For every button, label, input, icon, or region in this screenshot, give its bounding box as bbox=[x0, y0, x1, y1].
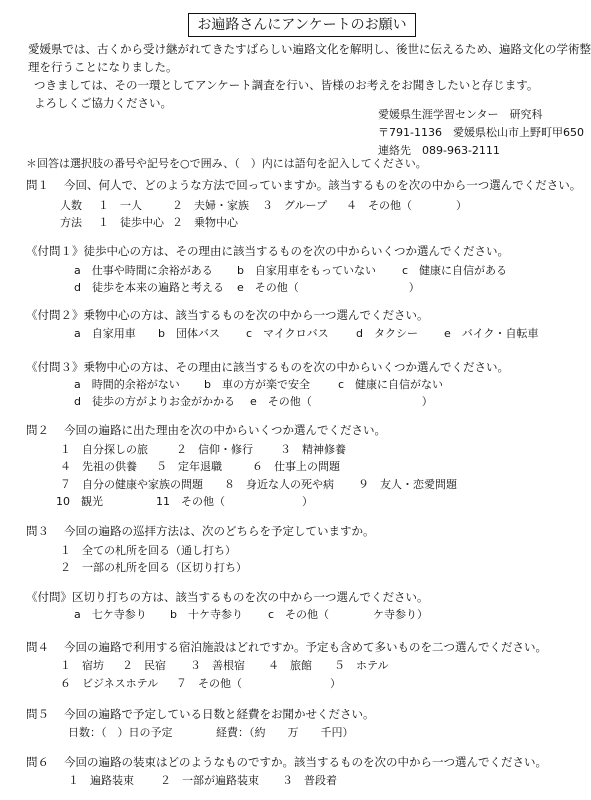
sender-address: 〒791-1136 愛媛県松山市上野町甲650 bbox=[378, 126, 584, 139]
q4-option-7[interactable]: ７ その他（ ） bbox=[176, 677, 341, 690]
question-2-label: 問２ bbox=[26, 423, 49, 437]
q4-option-2[interactable]: ２ 民宿 bbox=[122, 659, 166, 672]
q4-option-5[interactable]: ５ ホテル bbox=[334, 659, 389, 672]
sub1-option-b[interactable]: b 自家用車をもっていない bbox=[237, 264, 376, 277]
question-2-text: 今回の遍路に出た理由を次の中からいくつか選んでください。 bbox=[64, 423, 386, 437]
sub2-option-a[interactable]: a 自家用車 bbox=[74, 327, 136, 340]
sub-question-1-text: 徒歩中心の方は、その理由に該当するものを次の中からいくつか選んでください。 bbox=[83, 244, 509, 258]
sub3-option-e[interactable]: e その他（ ） bbox=[250, 395, 433, 408]
sub1-option-a[interactable]: a 仕事や時間に余裕がある bbox=[74, 264, 213, 277]
sub-question-2-text: 乗物中心の方は、該当するものを次の中から一つ選んでください。 bbox=[83, 308, 429, 322]
q1-people-option-1[interactable]: １ 一人 bbox=[98, 199, 142, 212]
sub3-option-c[interactable]: c 健康に自信がない bbox=[338, 378, 444, 391]
q6-option-3[interactable]: ３ 普段着 bbox=[282, 774, 337, 787]
sub1-option-c[interactable]: c 健康に自信がある bbox=[402, 264, 508, 277]
q2-option-1[interactable]: １ 自分探しの旅 bbox=[60, 443, 148, 456]
sub1-option-d[interactable]: d 徒歩を本来の遍路と考える bbox=[74, 281, 224, 294]
cost-field[interactable]: 経費：（約 万 千円） bbox=[216, 726, 354, 739]
q6-option-2[interactable]: ２ 一部が遍路装束 bbox=[160, 774, 259, 787]
question-4-text: 今回の遍路で利用する宿泊施設はどれですか。予定も含めて多いものを二つ選んでください。 bbox=[64, 640, 547, 654]
question-1 bbox=[26, 177, 581, 193]
sub-question-3-label: 《付問３》 bbox=[26, 360, 84, 374]
q4-option-3[interactable]: ３ 善根宿 bbox=[190, 659, 245, 672]
q2-option-6[interactable]: ６ 仕事上の問題 bbox=[252, 460, 340, 473]
sub3-option-b[interactable]: b 車の方が楽で安全 bbox=[204, 378, 310, 391]
sub-question-4-text: 区切り打ちの方は、該当するものを次の中から一つ選んでください。 bbox=[72, 590, 429, 604]
q1-method-option-1[interactable]: １ 徒歩中心 bbox=[98, 216, 164, 229]
answer-instructions: ＊回答は選択肢の番号や記号を○で囲み、（ ）内には語句を記入してください。 bbox=[26, 157, 427, 170]
question-5 bbox=[26, 706, 375, 722]
q2-option-9[interactable]: ９ 友人・恋愛問題 bbox=[358, 478, 457, 491]
q4-option-6[interactable]: ６ ビジネスホテル bbox=[60, 677, 159, 690]
q3-option-2[interactable]: ２ 一部の札所を回る（区切り打ち） bbox=[60, 561, 247, 574]
question-5-label: 問５ bbox=[26, 707, 49, 721]
sub-question-1 bbox=[26, 243, 509, 259]
q2-option-2[interactable]: ２ 信仰・修行 bbox=[176, 443, 253, 456]
sub-question-2 bbox=[26, 307, 429, 323]
page-title: お遍路さんにアンケートのお願い bbox=[188, 13, 416, 37]
sub-question-3-text: 乗物中心の方は、その理由に該当するものを次の中からいくつか選んでください。 bbox=[83, 360, 509, 374]
sub-question-1-label: 《付問１》 bbox=[26, 244, 84, 258]
question-3 bbox=[26, 523, 375, 539]
question-1-label: 問１ bbox=[26, 178, 49, 192]
sub2-option-c[interactable]: c マイクロバス bbox=[246, 327, 329, 340]
sub-question-4-label: 《付問》 bbox=[26, 590, 72, 604]
q2-option-11[interactable]: 11 その他（ ） bbox=[156, 495, 313, 508]
intro-line-1: 愛媛県では、古くから受け継がれてきたすばらしい遍路文化を解明し、後世に伝えるため、遍路文化の学術整 bbox=[28, 42, 591, 56]
sub-question-4 bbox=[26, 589, 429, 605]
sub1-option-e[interactable]: e その他（ ） bbox=[237, 281, 420, 294]
q1-people-option-2[interactable]: ２ 夫婦・家族 bbox=[172, 199, 249, 212]
q2-option-5[interactable]: ５ 定年退職 bbox=[156, 460, 222, 473]
question-4-label: 問４ bbox=[26, 640, 49, 654]
q4-option-1[interactable]: １ 宿坊 bbox=[60, 659, 104, 672]
question-6-text: 今回の遍路の装束はどのようなものですか。該当するものを次の中から一つ選んでください。 bbox=[64, 755, 547, 769]
q6-option-1[interactable]: １ 遍路装束 bbox=[68, 774, 134, 787]
method-label: 方法 bbox=[60, 216, 82, 229]
q2-option-10[interactable]: 10 観光 bbox=[56, 495, 103, 508]
question-3-text: 今回の遍路の巡拝方法は、次のどちらを予定していますか。 bbox=[64, 524, 375, 538]
sub3-option-a[interactable]: a 時間的余裕がない bbox=[74, 378, 180, 391]
question-3-label: 問３ bbox=[26, 524, 49, 538]
q2-option-8[interactable]: ８ 身近な人の死や病 bbox=[224, 478, 334, 491]
sub-question-2-label: 《付問２》 bbox=[26, 308, 84, 322]
intro-line-3: つきましては、その一環としてアンケート調査を行い、皆様のお考えをお聞きしたいと存じます。 bbox=[34, 78, 539, 92]
people-label: 人数 bbox=[60, 199, 82, 212]
sub4-option-c[interactable]: c その他（ ケ寺参り） bbox=[268, 608, 429, 621]
q4-option-4[interactable]: ４ 旅館 bbox=[268, 659, 312, 672]
days-field[interactable]: 日数：（ ）日の予定 bbox=[68, 726, 173, 739]
sender-contact: 連絡先 089-963-2111 bbox=[378, 144, 500, 157]
question-2 bbox=[26, 422, 386, 438]
sub2-option-d[interactable]: d タクシー bbox=[356, 327, 418, 340]
q1-people-option-3[interactable]: ３ グループ bbox=[262, 199, 328, 212]
q2-option-7[interactable]: ７ 自分の健康や家族の問題 bbox=[60, 478, 203, 491]
question-5-text: 今回の遍路で予定している日数と経費をお聞かせください。 bbox=[64, 707, 375, 721]
sub3-option-d[interactable]: d 徒歩の方がよりお金がかかる bbox=[74, 395, 235, 408]
intro-line-4: よろしくご協力ください。 bbox=[34, 96, 172, 110]
sub2-option-e[interactable]: e バイク・自転車 bbox=[444, 327, 539, 340]
intro-line-2: 理を行うことになりました。 bbox=[28, 60, 178, 74]
sub2-option-b[interactable]: b 団体バス bbox=[158, 327, 220, 340]
q1-method-option-2[interactable]: ２ 乗物中心 bbox=[172, 216, 238, 229]
question-1-text: 今回、何人で、どのような方法で回っていますか。該当するものを次の中から一つ選んでください。 bbox=[64, 178, 582, 192]
q2-option-3[interactable]: ３ 精神修養 bbox=[280, 443, 346, 456]
question-6-label: 問６ bbox=[26, 755, 49, 769]
q2-option-4[interactable]: ４ 先祖の供養 bbox=[60, 460, 137, 473]
q3-option-1[interactable]: １ 全ての札所を回る（通し打ち） bbox=[60, 544, 236, 557]
question-4 bbox=[26, 639, 547, 655]
q1-people-option-4[interactable]: ４ その他（ ） bbox=[346, 199, 467, 212]
sub4-option-a[interactable]: a 七ケ寺参り bbox=[74, 608, 147, 621]
sub4-option-b[interactable]: b 十ケ寺参り bbox=[170, 608, 243, 621]
sender-org: 愛媛県生涯学習センター 研究科 bbox=[378, 108, 543, 121]
question-6 bbox=[26, 754, 547, 770]
sub-question-3 bbox=[26, 359, 509, 375]
